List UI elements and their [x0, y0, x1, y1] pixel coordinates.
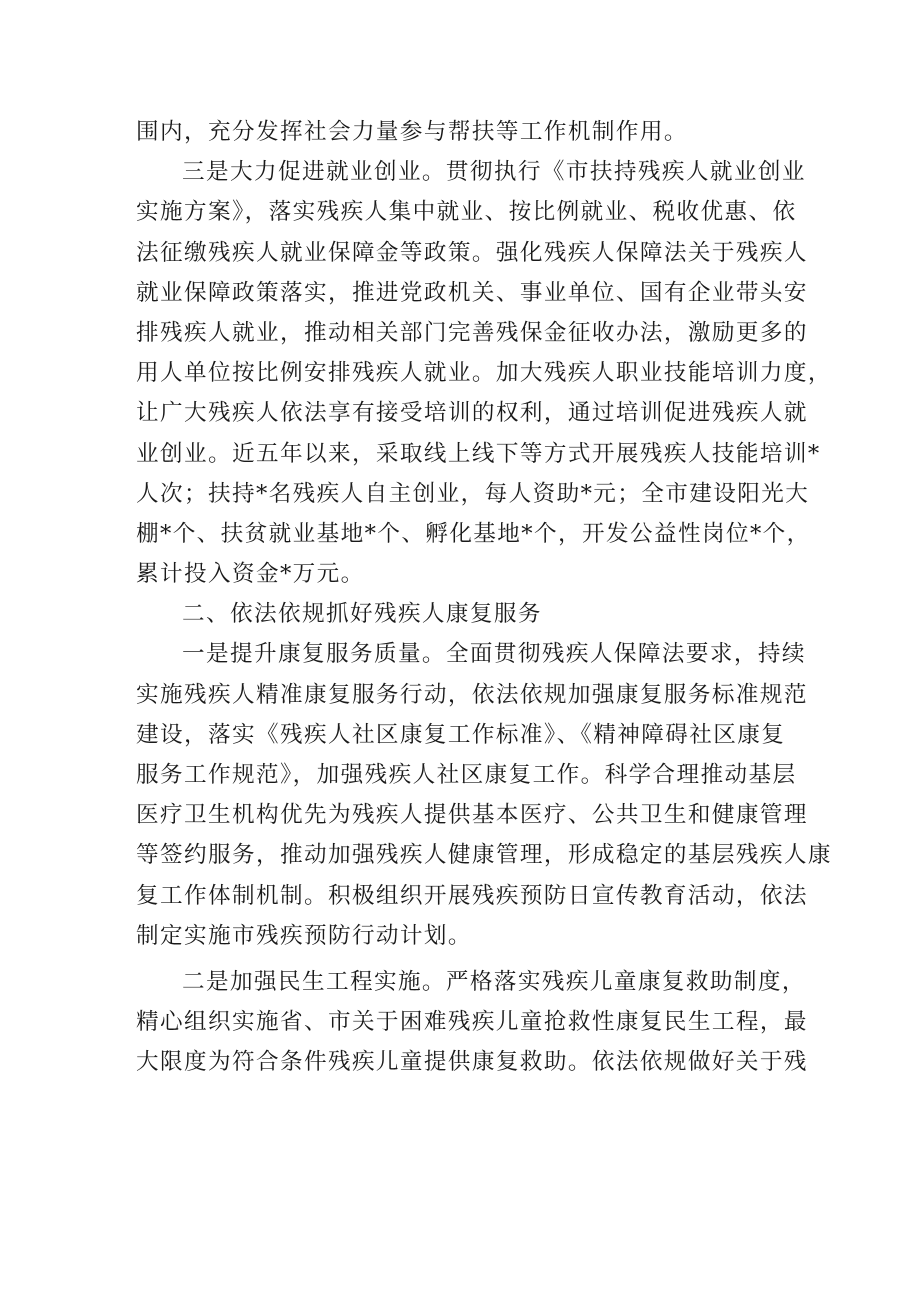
text-line: 二、依法依规抓好残疾人康复服务 — [182, 601, 542, 628]
text-line: 棚*个、扶贫就业基地*个、孵化基地*个，开发公益性岗位*个， — [136, 520, 811, 547]
text-line: 制定实施市残疾预防行动计划。 — [136, 922, 472, 949]
text-line: 二是加强民生工程实施。严格落实残疾儿童康复救助制度， — [182, 968, 806, 995]
text-line: 复工作体制机制。积极组织开展残疾预防日宣传教育活动，依法 — [136, 882, 808, 909]
text-line: 业创业。近五年以来，采取线上线下等方式开展残疾人技能培训* — [136, 440, 821, 467]
text-line: 服务工作规范》，加强残疾人社区康复工作。科学合理推动基层 — [136, 762, 797, 788]
text-line: 等签约服务，推动加强残疾人健康管理，形成稳定的基层残疾人康 — [136, 842, 832, 869]
text-line: 排残疾人就业，推动相关部门完善残保金征收办法，激励更多的 — [136, 319, 808, 346]
text-line: 人次；扶持*名残疾人自主创业，每人资助*元；全市建设阳光大 — [136, 480, 810, 507]
text-line: 精心组织实施省、市关于困难残疾儿童抢救性康复民生工程，最 — [136, 1009, 808, 1036]
text-line: 实施方案》，落实残疾人集中就业、按比例就业、税收优惠、依 — [136, 199, 797, 226]
text-line: 累计投入资金*万元。 — [136, 561, 365, 588]
text-line: 大限度为符合条件残疾儿童提供康复救助。依法依规做好关于残 — [136, 1049, 808, 1076]
text-line: 用人单位按比例安排残疾人就业。加大残疾人职业技能培训力度， — [136, 360, 832, 387]
text-line: 围内，充分发挥社会力量参与帮扶等工作机制作用。 — [136, 119, 688, 145]
document-body — [136, 112, 832, 1083]
text-line: 就业保障政策落实，推进党政机关、事业单位、国有企业带头安 — [136, 279, 808, 306]
text-line: 让广大残疾人依法享有接受培训的权利，通过培训促进残疾人就 — [136, 400, 808, 427]
text-line: 医疗卫生机构优先为残疾人提供基本医疗、公共卫生和健康管理 — [136, 802, 808, 829]
text-line: 实施残疾人精准康复服务行动，依法依规加强康复服务标准规范 — [136, 681, 808, 708]
text-line: 法征缴残疾人就业保障金等政策。强化残疾人保障法关于残疾人 — [136, 239, 808, 266]
text-line: 一是提升康复服务质量。全面贯彻残疾人保障法要求，持续 — [182, 641, 806, 668]
text-line: 建设，落实《残疾人社区康复工作标准》、《精神障碍社区康复 — [136, 721, 786, 748]
text-line: 三是大力促进就业创业。贯彻执行《市扶持残疾人就业创业 — [182, 159, 806, 186]
